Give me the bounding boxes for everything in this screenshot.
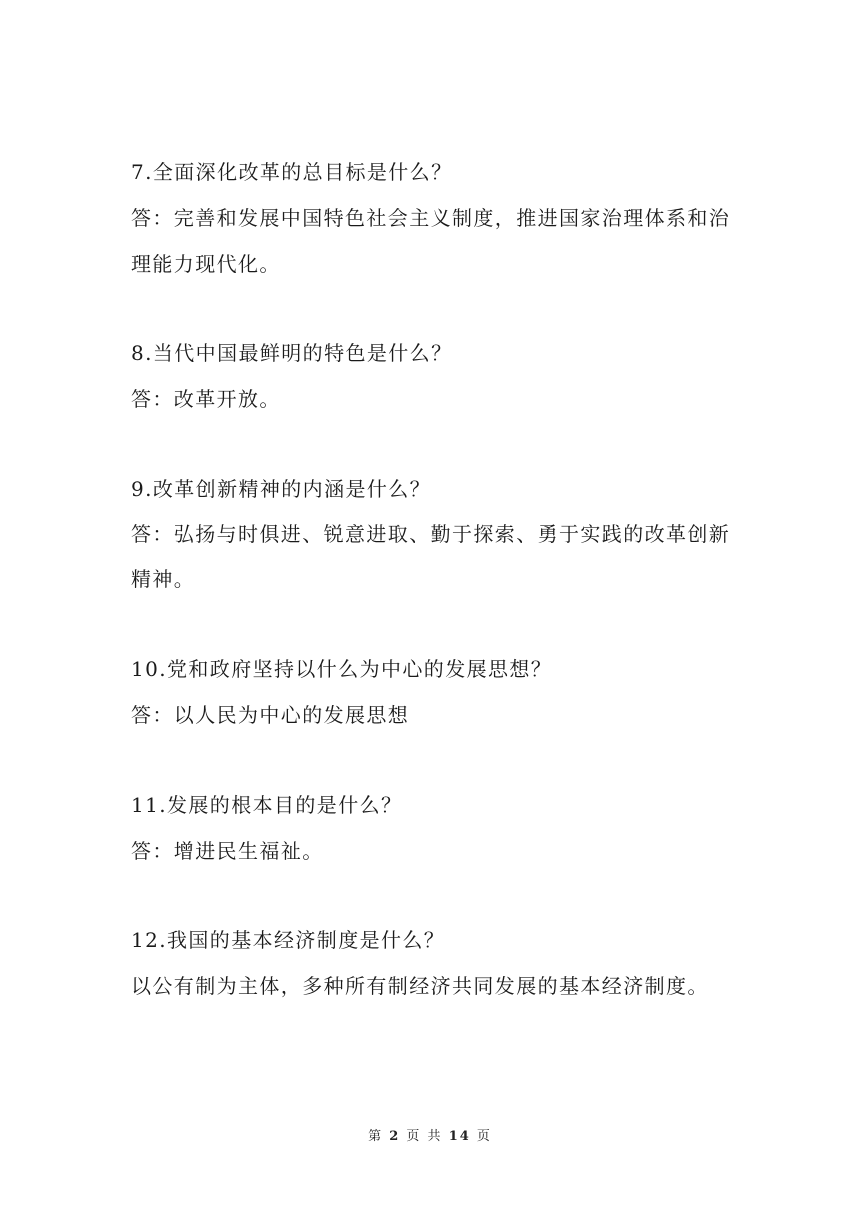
answer-10-line-1: 答：以人民为中心的发展思想 (131, 703, 410, 727)
answer-9-line-1: 答：弘扬与时俱进、锐意进取、勤于探索、勇于实践的改革创新 (131, 522, 731, 546)
question-9: 9.改革创新精神的内涵是什么？ (131, 477, 432, 501)
footer-current-page: 2 (389, 1129, 401, 1144)
question-7: 7.全面深化改革的总目标是什么？ (131, 160, 453, 184)
question-11: 11.发展的根本目的是什么？ (131, 793, 403, 817)
footer-suffix: 页 (476, 1129, 492, 1144)
answer-9-line-2: 精神。 (131, 567, 196, 591)
answer-12-line-1: 以公有制为主体，多种所有制经济共同发展的基本经济制度。 (131, 974, 709, 998)
footer-total-pages: 14 (448, 1129, 471, 1144)
footer-middle: 页 共 (406, 1129, 443, 1144)
answer-11-line-1: 答：增进民生福祉。 (131, 839, 324, 863)
question-12: 12.我国的基本经济制度是什么？ (131, 928, 446, 952)
answer-7-line-2: 理能力现代化。 (131, 252, 281, 276)
answer-8-line-1: 答：改革开放。 (131, 387, 281, 411)
page-footer (0, 1128, 860, 1146)
question-8: 8.当代中国最鲜明的特色是什么？ (131, 341, 453, 365)
footer-prefix: 第 (368, 1129, 384, 1144)
answer-7-line-1: 答：完善和发展中国特色社会主义制度，推进国家治理体系和治 (131, 206, 731, 230)
question-10: 10.党和政府坚持以什么为中心的发展思想？ (131, 657, 553, 681)
